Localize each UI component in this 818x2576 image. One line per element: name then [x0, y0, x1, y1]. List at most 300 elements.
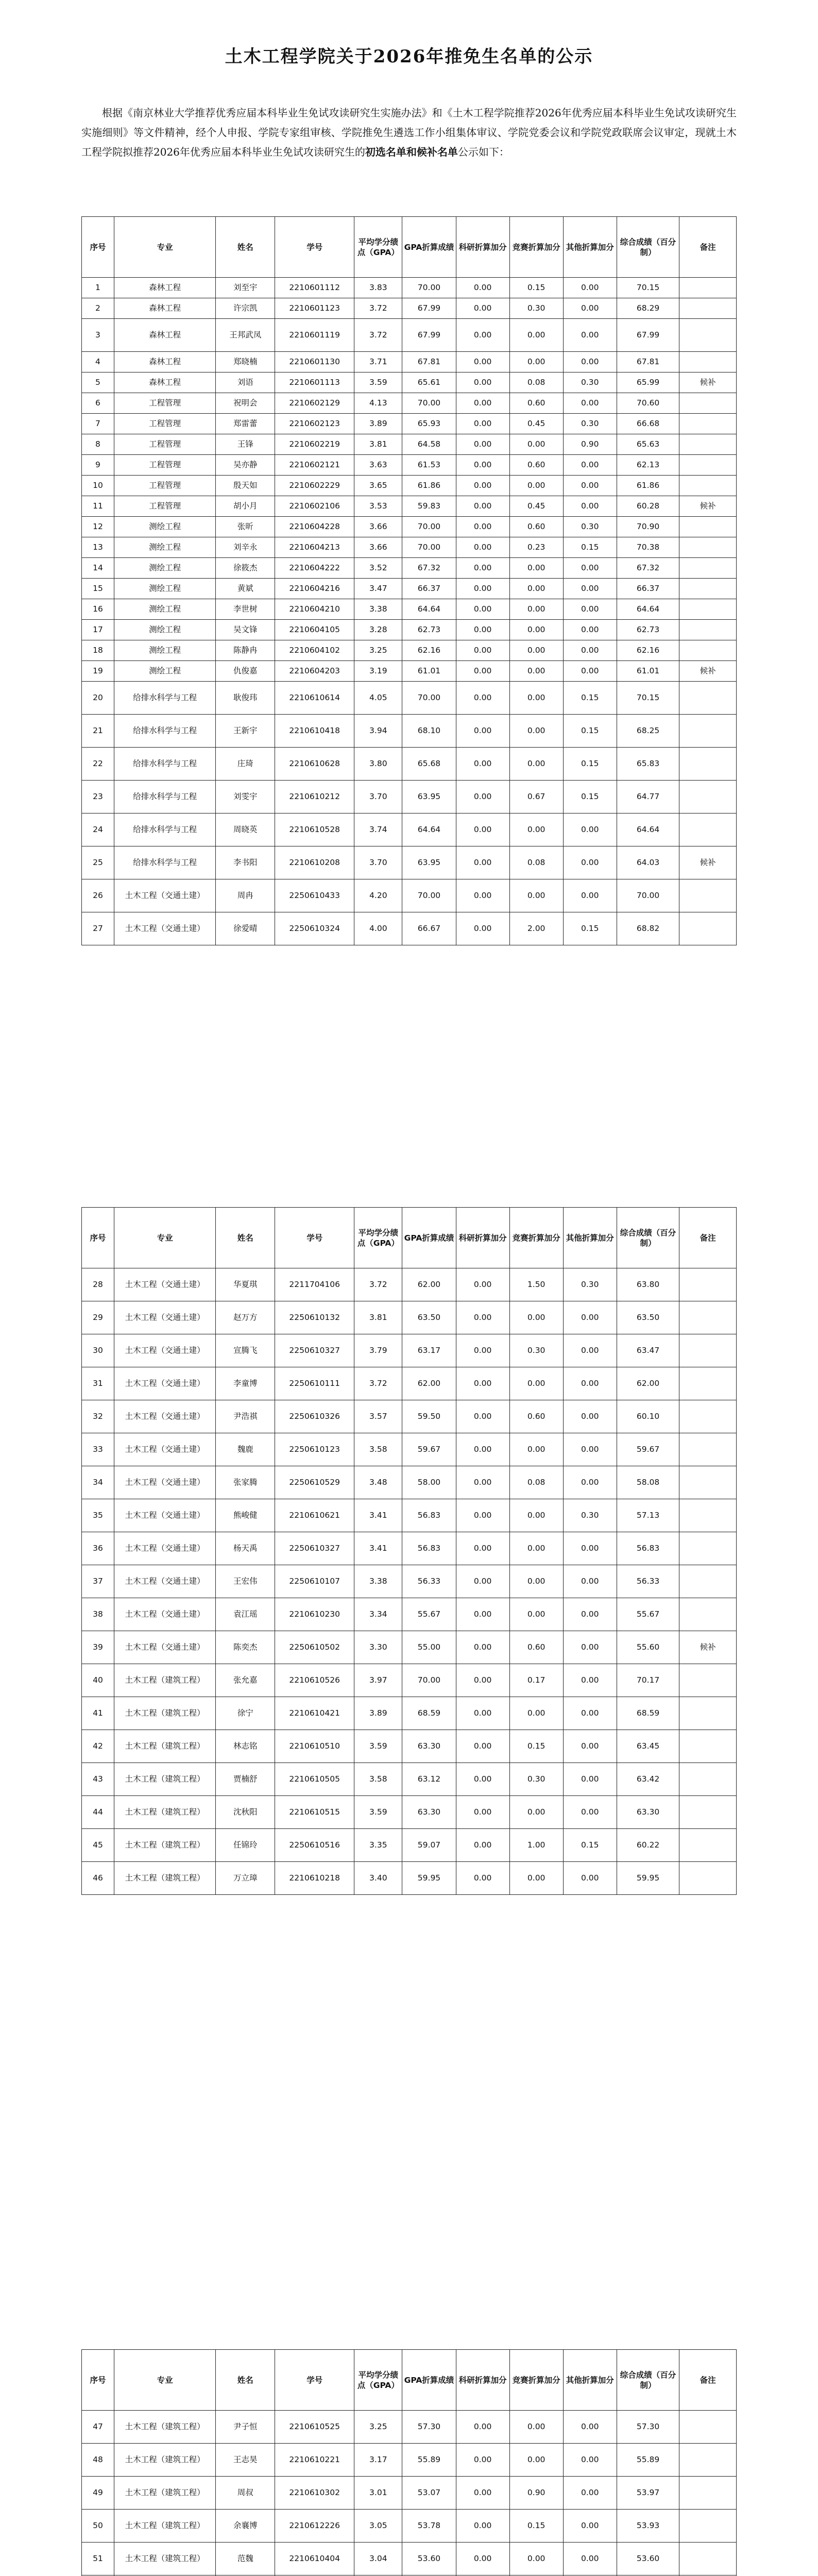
cell-student-id: 2250610107 [275, 1565, 354, 1598]
cell-remark [679, 558, 737, 579]
cell-contest-bonus: 0.60 [509, 517, 563, 537]
cell-gpa-score: 57.30 [402, 2411, 456, 2444]
cell-name: 袁江瑶 [216, 1598, 275, 1631]
cell-contest-bonus: 1.00 [509, 1829, 563, 1862]
roster-table-page-3 [81, 2349, 737, 2576]
cell-name: 张允嘉 [216, 1664, 275, 1697]
cell-gpa: 3.89 [354, 414, 402, 434]
cell-other-bonus: 0.00 [563, 599, 617, 620]
cell-research-bonus: 0.00 [456, 1697, 509, 1730]
cell-research-bonus: 0.00 [456, 298, 509, 319]
cell-total-score: 65.63 [617, 434, 679, 455]
cell-name: 周叔 [216, 2477, 275, 2510]
cell-contest-bonus: 0.00 [509, 599, 563, 620]
cell-name: 范魏 [216, 2543, 275, 2575]
cell-gpa: 3.57 [354, 1400, 402, 1433]
cell-contest-bonus: 0.60 [509, 1631, 563, 1664]
cell-total-score: 60.28 [617, 496, 679, 517]
cell-gpa: 3.66 [354, 517, 402, 537]
cell-total-score: 63.42 [617, 1763, 679, 1796]
column-header-total-score: 综合成绩（百分制） [617, 217, 679, 278]
cell-gpa: 3.41 [354, 1499, 402, 1532]
table-row [82, 781, 737, 814]
cell-gpa: 4.05 [354, 682, 402, 715]
cell-gpa: 3.81 [354, 434, 402, 455]
cell-seq: 6 [82, 393, 114, 414]
cell-student-id: 2250610433 [275, 879, 354, 912]
column-header-seq: 序号 [82, 1208, 114, 1268]
cell-student-id: 2210604203 [275, 661, 354, 682]
cell-gpa: 4.20 [354, 879, 402, 912]
cell-seq: 23 [82, 781, 114, 814]
cell-contest-bonus: 0.00 [509, 682, 563, 715]
cell-contest-bonus: 0.00 [509, 640, 563, 661]
table-row [82, 1862, 737, 1895]
cell-contest-bonus: 0.15 [509, 2510, 563, 2543]
cell-gpa: 3.59 [354, 1796, 402, 1829]
cell-gpa-score: 64.64 [402, 599, 456, 620]
table-row [82, 2444, 737, 2477]
cell-other-bonus: 0.00 [563, 319, 617, 352]
cell-other-bonus: 0.00 [563, 1631, 617, 1664]
cell-total-score: 70.38 [617, 537, 679, 558]
cell-student-id: 2250610529 [275, 1466, 354, 1499]
cell-contest-bonus: 0.00 [509, 1598, 563, 1631]
cell-total-score: 53.93 [617, 2510, 679, 2543]
column-header-major: 专业 [114, 1208, 215, 1268]
cell-name: 陈奕杰 [216, 1631, 275, 1664]
cell-major: 土木工程（交通土建） [114, 879, 215, 912]
cell-research-bonus: 0.00 [456, 278, 509, 298]
cell-seq: 8 [82, 434, 114, 455]
table-row [82, 715, 737, 748]
cell-other-bonus: 0.00 [563, 1532, 617, 1565]
cell-student-id: 2210610421 [275, 1697, 354, 1730]
cell-remark [679, 1730, 737, 1763]
cell-seq: 20 [82, 682, 114, 715]
cell-student-id: 2210610621 [275, 1499, 354, 1532]
cell-student-id: 2210610418 [275, 715, 354, 748]
cell-remark [679, 476, 737, 496]
cell-major: 森林工程 [114, 372, 215, 393]
cell-seq: 26 [82, 879, 114, 912]
cell-gpa-score: 65.93 [402, 414, 456, 434]
cell-student-id: 2211704106 [275, 1268, 354, 1301]
cell-research-bonus: 0.00 [456, 1598, 509, 1631]
cell-other-bonus: 0.30 [563, 414, 617, 434]
cell-major: 土木工程（建筑工程） [114, 2444, 215, 2477]
cell-major: 土木工程（建筑工程） [114, 2477, 215, 2510]
cell-remark [679, 2477, 737, 2510]
cell-seq: 45 [82, 1829, 114, 1862]
table-row [82, 414, 737, 434]
column-header-gpa-score: GPA折算成绩 [402, 1208, 456, 1268]
cell-gpa-score: 63.95 [402, 846, 456, 879]
page-title: 土木工程学院关于2026年推免生名单的公示 [225, 46, 593, 67]
cell-other-bonus: 0.00 [563, 352, 617, 372]
table-row [82, 2477, 737, 2510]
cell-major: 土木工程（交通土建） [114, 1433, 215, 1466]
column-header-seq: 序号 [82, 217, 114, 278]
cell-contest-bonus: 0.00 [509, 1367, 563, 1400]
cell-remark [679, 2510, 737, 2543]
cell-name: 余襄博 [216, 2510, 275, 2543]
cell-gpa: 3.53 [354, 496, 402, 517]
cell-student-id: 2210604216 [275, 579, 354, 599]
cell-total-score: 70.17 [617, 1664, 679, 1697]
table-row [82, 748, 737, 781]
cell-name: 许宗凯 [216, 298, 275, 319]
cell-seq: 29 [82, 1301, 114, 1334]
cell-other-bonus: 0.00 [563, 2444, 617, 2477]
cell-gpa: 3.70 [354, 846, 402, 879]
cell-contest-bonus: 0.67 [509, 781, 563, 814]
cell-contest-bonus: 0.00 [509, 2444, 563, 2477]
cell-remark [679, 620, 737, 640]
table-row [82, 1763, 737, 1796]
cell-remark: 候补 [679, 1631, 737, 1664]
cell-contest-bonus: 0.00 [509, 661, 563, 682]
cell-name: 徐筱杰 [216, 558, 275, 579]
cell-student-id: 2210610208 [275, 846, 354, 879]
cell-contest-bonus: 0.00 [509, 814, 563, 846]
cell-contest-bonus: 0.00 [509, 1697, 563, 1730]
column-header-student-id: 学号 [275, 217, 354, 278]
cell-gpa-score: 55.89 [402, 2444, 456, 2477]
column-header-student-id: 学号 [275, 1208, 354, 1268]
cell-research-bonus: 0.00 [456, 912, 509, 945]
cell-name: 周冉 [216, 879, 275, 912]
cell-other-bonus: 0.30 [563, 1268, 617, 1301]
cell-name: 徐宁 [216, 1697, 275, 1730]
cell-research-bonus: 0.00 [456, 1763, 509, 1796]
cell-seq: 21 [82, 715, 114, 748]
cell-contest-bonus: 0.08 [509, 1466, 563, 1499]
table-row [82, 517, 737, 537]
cell-research-bonus: 0.00 [456, 434, 509, 455]
column-header-seq: 序号 [82, 2350, 114, 2411]
cell-student-id: 2210601123 [275, 298, 354, 319]
cell-research-bonus: 0.00 [456, 599, 509, 620]
cell-seq: 32 [82, 1400, 114, 1433]
cell-other-bonus: 0.30 [563, 517, 617, 537]
cell-gpa-score: 68.59 [402, 1697, 456, 1730]
cell-research-bonus: 0.00 [456, 537, 509, 558]
cell-other-bonus: 0.15 [563, 781, 617, 814]
cell-remark [679, 1829, 737, 1862]
table-row [82, 1532, 737, 1565]
cell-student-id: 2210604222 [275, 558, 354, 579]
cell-gpa-score: 62.00 [402, 1367, 456, 1400]
cell-name: 魏鹿 [216, 1433, 275, 1466]
cell-major: 土木工程（建筑工程） [114, 2510, 215, 2543]
cell-contest-bonus: 2.00 [509, 912, 563, 945]
cell-gpa: 3.58 [354, 1763, 402, 1796]
cell-name: 耿俊玮 [216, 682, 275, 715]
cell-gpa-score: 68.10 [402, 715, 456, 748]
cell-gpa: 3.04 [354, 2543, 402, 2575]
table-row [82, 1334, 737, 1367]
cell-research-bonus: 0.00 [456, 1433, 509, 1466]
cell-name: 祝明会 [216, 393, 275, 414]
cell-remark [679, 1433, 737, 1466]
cell-gpa: 3.74 [354, 814, 402, 846]
cell-other-bonus: 0.00 [563, 2477, 617, 2510]
cell-seq: 38 [82, 1598, 114, 1631]
table-row [82, 2411, 737, 2444]
table-row [82, 661, 737, 682]
cell-remark [679, 748, 737, 781]
cell-major: 土木工程（交通土建） [114, 1400, 215, 1433]
cell-research-bonus: 0.00 [456, 1631, 509, 1664]
cell-major: 工程管理 [114, 455, 215, 476]
cell-gpa: 3.71 [354, 352, 402, 372]
cell-research-bonus: 0.00 [456, 1400, 509, 1433]
cell-gpa-score: 62.00 [402, 1268, 456, 1301]
cell-major: 土木工程（建筑工程） [114, 1829, 215, 1862]
cell-major: 工程管理 [114, 414, 215, 434]
cell-total-score: 62.13 [617, 455, 679, 476]
table-row [82, 319, 737, 352]
cell-contest-bonus: 0.00 [509, 1862, 563, 1895]
cell-gpa: 3.25 [354, 2411, 402, 2444]
cell-name: 杨天禹 [216, 1532, 275, 1565]
cell-remark [679, 1367, 737, 1400]
cell-total-score: 62.00 [617, 1367, 679, 1400]
cell-remark [679, 1565, 737, 1598]
cell-seq: 16 [82, 599, 114, 620]
cell-contest-bonus: 0.00 [509, 715, 563, 748]
cell-name: 刘辛永 [216, 537, 275, 558]
cell-student-id: 2210604213 [275, 537, 354, 558]
cell-gpa-score: 70.00 [402, 1664, 456, 1697]
cell-total-score: 67.99 [617, 319, 679, 352]
table-row [82, 496, 737, 517]
cell-seq: 24 [82, 814, 114, 846]
cell-student-id: 2210610404 [275, 2543, 354, 2575]
cell-major: 测绘工程 [114, 558, 215, 579]
cell-contest-bonus: 0.45 [509, 414, 563, 434]
cell-gpa: 3.52 [354, 558, 402, 579]
cell-name: 庄琦 [216, 748, 275, 781]
table-row [82, 1499, 737, 1532]
cell-research-bonus: 0.00 [456, 715, 509, 748]
cell-contest-bonus: 0.00 [509, 558, 563, 579]
cell-other-bonus: 0.00 [563, 1334, 617, 1367]
cell-other-bonus: 0.30 [563, 1499, 617, 1532]
cell-total-score: 65.83 [617, 748, 679, 781]
cell-research-bonus: 0.00 [456, 1730, 509, 1763]
cell-student-id: 2210604228 [275, 517, 354, 537]
cell-gpa-score: 59.83 [402, 496, 456, 517]
cell-gpa-score: 70.00 [402, 393, 456, 414]
cell-total-score: 57.30 [617, 2411, 679, 2444]
cell-student-id: 2250610123 [275, 1433, 354, 1466]
cell-total-score: 64.64 [617, 814, 679, 846]
cell-total-score: 55.89 [617, 2444, 679, 2477]
cell-gpa: 3.72 [354, 1268, 402, 1301]
cell-seq: 22 [82, 748, 114, 781]
column-header-total-score: 综合成绩（百分制） [617, 2350, 679, 2411]
column-header-remark: 备注 [679, 217, 737, 278]
cell-name: 胡小月 [216, 496, 275, 517]
cell-name: 王锋 [216, 434, 275, 455]
cell-student-id: 2210604105 [275, 620, 354, 640]
cell-student-id: 2210602219 [275, 434, 354, 455]
cell-gpa-score: 59.07 [402, 1829, 456, 1862]
table-row [82, 1796, 737, 1829]
cell-remark [679, 414, 737, 434]
table-row [82, 1598, 737, 1631]
cell-gpa-score: 70.00 [402, 879, 456, 912]
cell-name: 万立璋 [216, 1862, 275, 1895]
cell-other-bonus: 0.00 [563, 1664, 617, 1697]
cell-other-bonus: 0.00 [563, 579, 617, 599]
cell-other-bonus: 0.00 [563, 298, 617, 319]
cell-gpa-score: 58.00 [402, 1466, 456, 1499]
cell-total-score: 58.08 [617, 1466, 679, 1499]
cell-contest-bonus: 1.50 [509, 1268, 563, 1301]
cell-remark [679, 879, 737, 912]
cell-student-id: 2210610515 [275, 1796, 354, 1829]
cell-gpa: 3.38 [354, 1565, 402, 1598]
cell-gpa-score: 61.86 [402, 476, 456, 496]
cell-remark [679, 1796, 737, 1829]
cell-gpa-score: 70.00 [402, 278, 456, 298]
cell-total-score: 65.99 [617, 372, 679, 393]
cell-total-score: 59.95 [617, 1862, 679, 1895]
cell-research-bonus: 0.00 [456, 2444, 509, 2477]
cell-research-bonus: 0.00 [456, 352, 509, 372]
table-header-row [82, 217, 737, 278]
cell-total-score: 70.90 [617, 517, 679, 537]
cell-total-score: 60.22 [617, 1829, 679, 1862]
cell-other-bonus: 0.00 [563, 1697, 617, 1730]
cell-seq: 9 [82, 455, 114, 476]
cell-gpa: 4.13 [354, 393, 402, 414]
cell-gpa-score: 63.12 [402, 1763, 456, 1796]
intro-tail: 公示如下： [457, 146, 509, 158]
cell-gpa: 3.28 [354, 620, 402, 640]
column-header-research-bonus: 科研折算加分 [456, 1208, 509, 1268]
table-row [82, 814, 737, 846]
cell-contest-bonus: 0.15 [509, 278, 563, 298]
cell-other-bonus: 0.00 [563, 620, 617, 640]
cell-total-score: 68.29 [617, 298, 679, 319]
cell-gpa-score: 62.16 [402, 640, 456, 661]
cell-seq: 31 [82, 1367, 114, 1400]
cell-major: 土木工程（交通土建） [114, 1499, 215, 1532]
column-header-name: 姓名 [216, 1208, 275, 1268]
cell-other-bonus: 0.00 [563, 846, 617, 879]
cell-student-id: 2210601112 [275, 278, 354, 298]
cell-major: 土木工程（交通土建） [114, 1466, 215, 1499]
cell-contest-bonus: 0.00 [509, 1433, 563, 1466]
cell-student-id: 2210610526 [275, 1664, 354, 1697]
cell-gpa-score: 67.99 [402, 298, 456, 319]
cell-seq: 28 [82, 1268, 114, 1301]
cell-contest-bonus: 0.60 [509, 455, 563, 476]
cell-major: 测绘工程 [114, 599, 215, 620]
cell-name: 王邦武凤 [216, 319, 275, 352]
cell-research-bonus: 0.00 [456, 814, 509, 846]
intro-paragraph [81, 103, 737, 162]
cell-major: 测绘工程 [114, 640, 215, 661]
cell-total-score: 67.32 [617, 558, 679, 579]
cell-remark: 候补 [679, 846, 737, 879]
cell-seq: 15 [82, 579, 114, 599]
cell-major: 土木工程（建筑工程） [114, 1763, 215, 1796]
cell-research-bonus: 0.00 [456, 2477, 509, 2510]
cell-name: 殷天如 [216, 476, 275, 496]
cell-seq: 17 [82, 620, 114, 640]
cell-seq: 36 [82, 1532, 114, 1565]
cell-name: 熊峻健 [216, 1499, 275, 1532]
cell-major: 给排水科学与工程 [114, 748, 215, 781]
cell-gpa: 3.81 [354, 1301, 402, 1334]
cell-contest-bonus: 0.00 [509, 748, 563, 781]
cell-gpa: 3.34 [354, 1598, 402, 1631]
cell-research-bonus: 0.00 [456, 879, 509, 912]
cell-gpa-score: 67.81 [402, 352, 456, 372]
cell-name: 吴文锋 [216, 620, 275, 640]
cell-name: 郑雷蕾 [216, 414, 275, 434]
intro-emphasis: 初选名单和候补名单 [365, 146, 458, 158]
column-header-research-bonus: 科研折算加分 [456, 2350, 509, 2411]
cell-gpa: 3.66 [354, 537, 402, 558]
cell-research-bonus: 0.00 [456, 1565, 509, 1598]
cell-seq: 30 [82, 1334, 114, 1367]
table-row [82, 640, 737, 661]
cell-contest-bonus: 0.00 [509, 1565, 563, 1598]
cell-other-bonus: 0.15 [563, 912, 617, 945]
table-row [82, 455, 737, 476]
cell-major: 森林工程 [114, 319, 215, 352]
cell-other-bonus: 0.00 [563, 393, 617, 414]
table-row [82, 1631, 737, 1664]
cell-gpa: 3.58 [354, 1433, 402, 1466]
cell-student-id: 2210610525 [275, 2411, 354, 2444]
cell-gpa-score: 55.67 [402, 1598, 456, 1631]
cell-gpa-score: 59.95 [402, 1862, 456, 1895]
table-row [82, 846, 737, 879]
cell-gpa-score: 59.67 [402, 1433, 456, 1466]
cell-major: 工程管理 [114, 476, 215, 496]
cell-name: 李世树 [216, 599, 275, 620]
cell-gpa-score: 56.83 [402, 1499, 456, 1532]
column-header-remark: 备注 [679, 2350, 737, 2411]
cell-student-id: 2210604210 [275, 599, 354, 620]
table-row [82, 393, 737, 414]
cell-major: 土木工程（交通土建） [114, 1334, 215, 1367]
cell-remark [679, 579, 737, 599]
cell-seq: 13 [82, 537, 114, 558]
cell-total-score: 63.47 [617, 1334, 679, 1367]
table-row [82, 1433, 737, 1466]
cell-major: 测绘工程 [114, 661, 215, 682]
cell-name: 沈秋阳 [216, 1796, 275, 1829]
cell-major: 测绘工程 [114, 537, 215, 558]
cell-student-id: 2210610510 [275, 1730, 354, 1763]
table-row [82, 2510, 737, 2543]
cell-gpa: 3.59 [354, 1730, 402, 1763]
cell-research-bonus: 0.00 [456, 748, 509, 781]
cell-name: 王宏伟 [216, 1565, 275, 1598]
cell-total-score: 57.13 [617, 1499, 679, 1532]
table-header-row [82, 2350, 737, 2411]
cell-name: 李书阳 [216, 846, 275, 879]
cell-contest-bonus: 0.00 [509, 879, 563, 912]
